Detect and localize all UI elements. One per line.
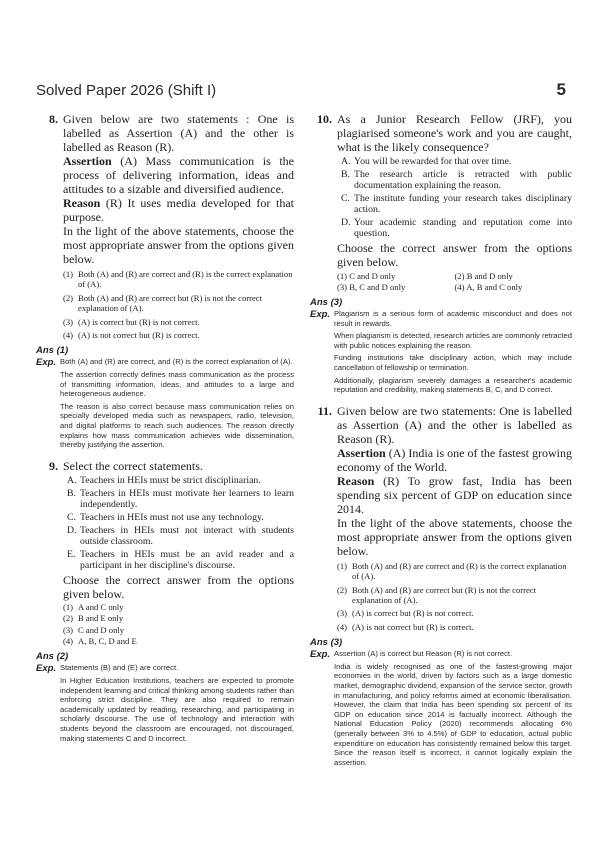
option-number: (1): [63, 269, 74, 279]
running-title: Solved Paper 2026 (Shift I): [36, 81, 217, 99]
explanation-body: [60, 357, 294, 452]
option-number: (3): [63, 624, 74, 635]
answer-label: Ans (3): [310, 297, 343, 308]
statement-text: Teachers in HEIs must be strict disciplinarian.: [80, 474, 261, 486]
explanation-paragraph: India is widely recognised as one of the fastest-growing major economies in the world, driven by factors such as a large domestic market, demographic dividend, expansion of the service sector, growth in manufacturing, and policy reforms aimed at economic liberalisation. However, the claim that India has been spending six percent of its GDP on education since 2014 is factually incorrect. Although the National Education Policy (2020) recommends allocating 6% (generally between 3% to 4.5%) of GDP to education, actual public expenditure on education has consistently remained below this target. Since the reason itself is incorrect, it cannot logically explain the assertion.: [334, 661, 572, 767]
option-text: (A) is not correct but (R) is correct.: [352, 621, 474, 632]
option-number: (1): [337, 560, 348, 571]
option-text: B and E only: [78, 613, 124, 624]
reason-text: (R) To grow fast, India has been spending six percent of GDP on education since 2014.: [337, 473, 572, 516]
explanation-body: [60, 663, 294, 746]
explanation-paragraph: Additionally, plagiarism severely damages a researcher's academic reputation and credibility, making statements B, C, and D correct.: [334, 375, 572, 395]
question-number: 11.: [317, 403, 332, 418]
option: [63, 602, 294, 612]
option: [337, 622, 572, 632]
explanation: [36, 663, 294, 746]
option-number: (2): [63, 613, 74, 624]
option: [63, 613, 294, 623]
option-number: (4): [454, 281, 465, 292]
option-number: (2): [454, 271, 465, 281]
explanation-label: Exp.: [310, 649, 331, 661]
option: [63, 317, 294, 327]
option-text: (A) is correct but (R) is not correct.: [78, 316, 200, 327]
question-8: [36, 112, 294, 340]
option-text: A, B and C only: [466, 281, 523, 292]
explanation-label: Exp.: [310, 309, 331, 320]
explanation-paragraph: The assertion correctly defines mass communication as the process of transmitting information, ideas, and attitudes to a large and heterogeneous audience.: [60, 370, 294, 399]
explanation-paragraph: The reason is also correct because mass communication relies on specially developed media such as newspapers, radio, television, and digital platforms to reach such audiences. The reason directly explains how mass communication achieves wide dissemination, thereby justifying the assertion.: [60, 401, 294, 450]
option-number: (1): [337, 271, 348, 281]
question-10: [310, 112, 572, 292]
question-stem: Given below are two statements: One is labelled as Assertion (A) and the other is labelled as Reason (R).: [337, 403, 572, 446]
statement: [63, 525, 294, 547]
explanation-paragraph: Statements (B) and (E) are correct.: [60, 663, 179, 673]
option-text: (A) is correct but (R) is not correct.: [352, 608, 474, 619]
statement: [63, 475, 294, 486]
question-number: 9.: [49, 458, 58, 473]
question-9: [36, 459, 294, 647]
question-stem: Given below are two statements : One is labelled as Assertion (A) and the other is labelled as Reason (R).: [63, 112, 294, 154]
statement-letter: C.: [341, 193, 350, 204]
option: [337, 585, 572, 606]
instruction: Choose the correct answer from the options given below.: [337, 241, 572, 269]
option: [63, 330, 294, 340]
question-11: [310, 404, 572, 632]
statement: [63, 488, 294, 510]
answer-label: Ans (1): [36, 345, 69, 357]
statement-text: Your academic standing and reputation come into question.: [354, 217, 572, 239]
explanation-paragraph: Assertion (A) is correct but Reason (R) is not correct.: [334, 649, 513, 659]
assertion-label: Assertion: [63, 154, 112, 168]
option-text: Both (A) and (R) are correct but (R) is not the correct explanation of (A).: [78, 292, 262, 314]
statement-text: Teachers in HEIs must motivate her learners to learn independently.: [80, 487, 294, 510]
question-body: [337, 112, 572, 292]
assertion-label: Assertion: [337, 445, 386, 460]
option: [63, 293, 294, 314]
option: [337, 561, 572, 582]
question-stem: Select the correct statements.: [63, 458, 203, 473]
explanation-paragraph: Both (A) and (R) are correct, and (R) is the correct explanation of (A).: [60, 357, 293, 367]
explanation-paragraph: In Higher Education Institutions, teachers are expected to promote independent learning and critical thinking among students rather than enforcing strict discipline. They are also required to remain academically updated by reading, researching, and participating in scholarly discourse. The use of technology and interaction with students beyond the classroom are encouraged, not discouraged, making statements C and D incorrect.: [60, 676, 294, 743]
option: [63, 269, 294, 290]
reason-label: Reason: [337, 473, 375, 488]
assertion-text: (A) Mass communication is the process of delivering information, ideas and attitudes to a sizable and diversified audience.: [63, 154, 295, 196]
assertion: [337, 446, 572, 474]
option-number: (3): [337, 281, 348, 292]
option-text: B and D only: [466, 271, 513, 281]
option: [63, 625, 294, 635]
option-number: (2): [337, 584, 348, 595]
option: [63, 636, 294, 646]
statement-text: The institute funding your research takes disciplinary action.: [354, 193, 572, 215]
answer-label: Ans (2): [36, 651, 69, 663]
options-grid: [337, 271, 572, 292]
question-number: 10.: [317, 112, 332, 126]
reason-label: Reason: [63, 196, 101, 210]
explanation: [36, 357, 294, 452]
page-number: 5: [556, 80, 566, 99]
answer-label: Ans (3): [310, 637, 343, 649]
explanation: [310, 309, 572, 398]
statement-letter: C.: [67, 511, 76, 523]
explanation-paragraph: When plagiarism is detected, research articles are commonly retracted with public notices explaining the reason.: [334, 331, 572, 350]
option: [337, 608, 572, 618]
question-body: [337, 404, 572, 632]
statement-text: Teachers in HEIs must be an avid reader and a participant in her discipline's discourse.: [80, 548, 294, 571]
option-text: C and D only: [349, 271, 396, 281]
option: [337, 271, 455, 282]
option-text: Both (A) and (R) are correct but (R) is not the correct explanation of (A).: [352, 584, 536, 605]
statement-text: You will be rewarded for that over time.: [354, 156, 512, 167]
statement: [337, 169, 572, 191]
statement: [337, 156, 572, 167]
assertion: [63, 154, 294, 196]
option-text: B, C and D only: [349, 281, 406, 292]
statement-text: Teachers in HEIs must not interact with students outside classroom.: [80, 524, 294, 547]
instruction: In the light of the above statements, choose the most appropriate answer from the options given below.: [337, 515, 572, 558]
explanation-paragraph: Plagiarism is a serious form of academic misconduct and does not result in rewards.: [334, 309, 572, 328]
statement-letter: B.: [341, 169, 350, 180]
option-number: (4): [63, 636, 74, 646]
assertion-text: (A) India is one of the fastest growing economy of the World.: [337, 445, 572, 474]
option-text: C and D only: [78, 624, 125, 635]
statement-letter: E.: [67, 548, 76, 560]
statement: [63, 549, 294, 571]
option-text: Both (A) and (R) are correct and (R) is the correct explanation of (A).: [78, 269, 293, 290]
option-text: A, B, C, D and E: [78, 636, 137, 646]
statement-text: The research article is retracted with public documentation explaining the reason.: [354, 169, 572, 191]
explanation-label: Exp.: [36, 663, 57, 675]
option-number: (4): [63, 330, 74, 341]
reason: [63, 196, 294, 224]
statement-letter: D.: [67, 524, 77, 536]
option-text: Both (A) and (R) are correct and (R) is the correct explanation of (A).: [352, 560, 567, 582]
right-column: [310, 112, 572, 770]
reason: [337, 474, 572, 516]
option-number: (3): [337, 608, 348, 619]
option: [455, 271, 573, 282]
explanation: [310, 649, 572, 770]
instruction: In the light of the above statements, choose the most appropriate answer from the options given below.: [63, 224, 294, 266]
option-number: (3): [63, 316, 74, 327]
statement-letter: A.: [341, 156, 351, 167]
explanation-paragraph: Funding institutions take disciplinary action, which may include cancellation of fellowship or termination.: [334, 353, 572, 372]
option-number: (4): [337, 621, 348, 632]
option-text: (A) is not correct but (R) is correct.: [78, 330, 200, 341]
question-stem: As a Junior Research Fellow (JRF), you plagiarised someone's work and you are caught, what is the likely consequence?: [337, 112, 572, 154]
statement-text: Teachers in HEIs must not use any technology.: [80, 511, 264, 523]
question-number: 8.: [49, 112, 58, 126]
statement-letter: B.: [67, 487, 76, 499]
statement-letter: D.: [341, 217, 351, 228]
option-text: A and C only: [78, 601, 124, 612]
question-body: [63, 459, 294, 647]
statement: [337, 193, 572, 215]
option: [455, 282, 573, 293]
left-column: [36, 112, 294, 746]
statement: [337, 217, 572, 239]
option: [337, 282, 455, 293]
option-number: (1): [63, 601, 74, 612]
statement-letter: A.: [67, 474, 77, 486]
question-body: [63, 112, 294, 340]
explanation-body: [334, 309, 572, 398]
option-number: (2): [63, 292, 74, 303]
explanation-label: Exp.: [36, 357, 57, 369]
page-header: [36, 80, 566, 100]
reason-text: (R) It uses media developed for that purpose.: [63, 196, 294, 224]
explanation-body: [334, 649, 572, 770]
instruction: Choose the correct answer from the options given below.: [63, 572, 294, 601]
statement: [63, 512, 294, 523]
